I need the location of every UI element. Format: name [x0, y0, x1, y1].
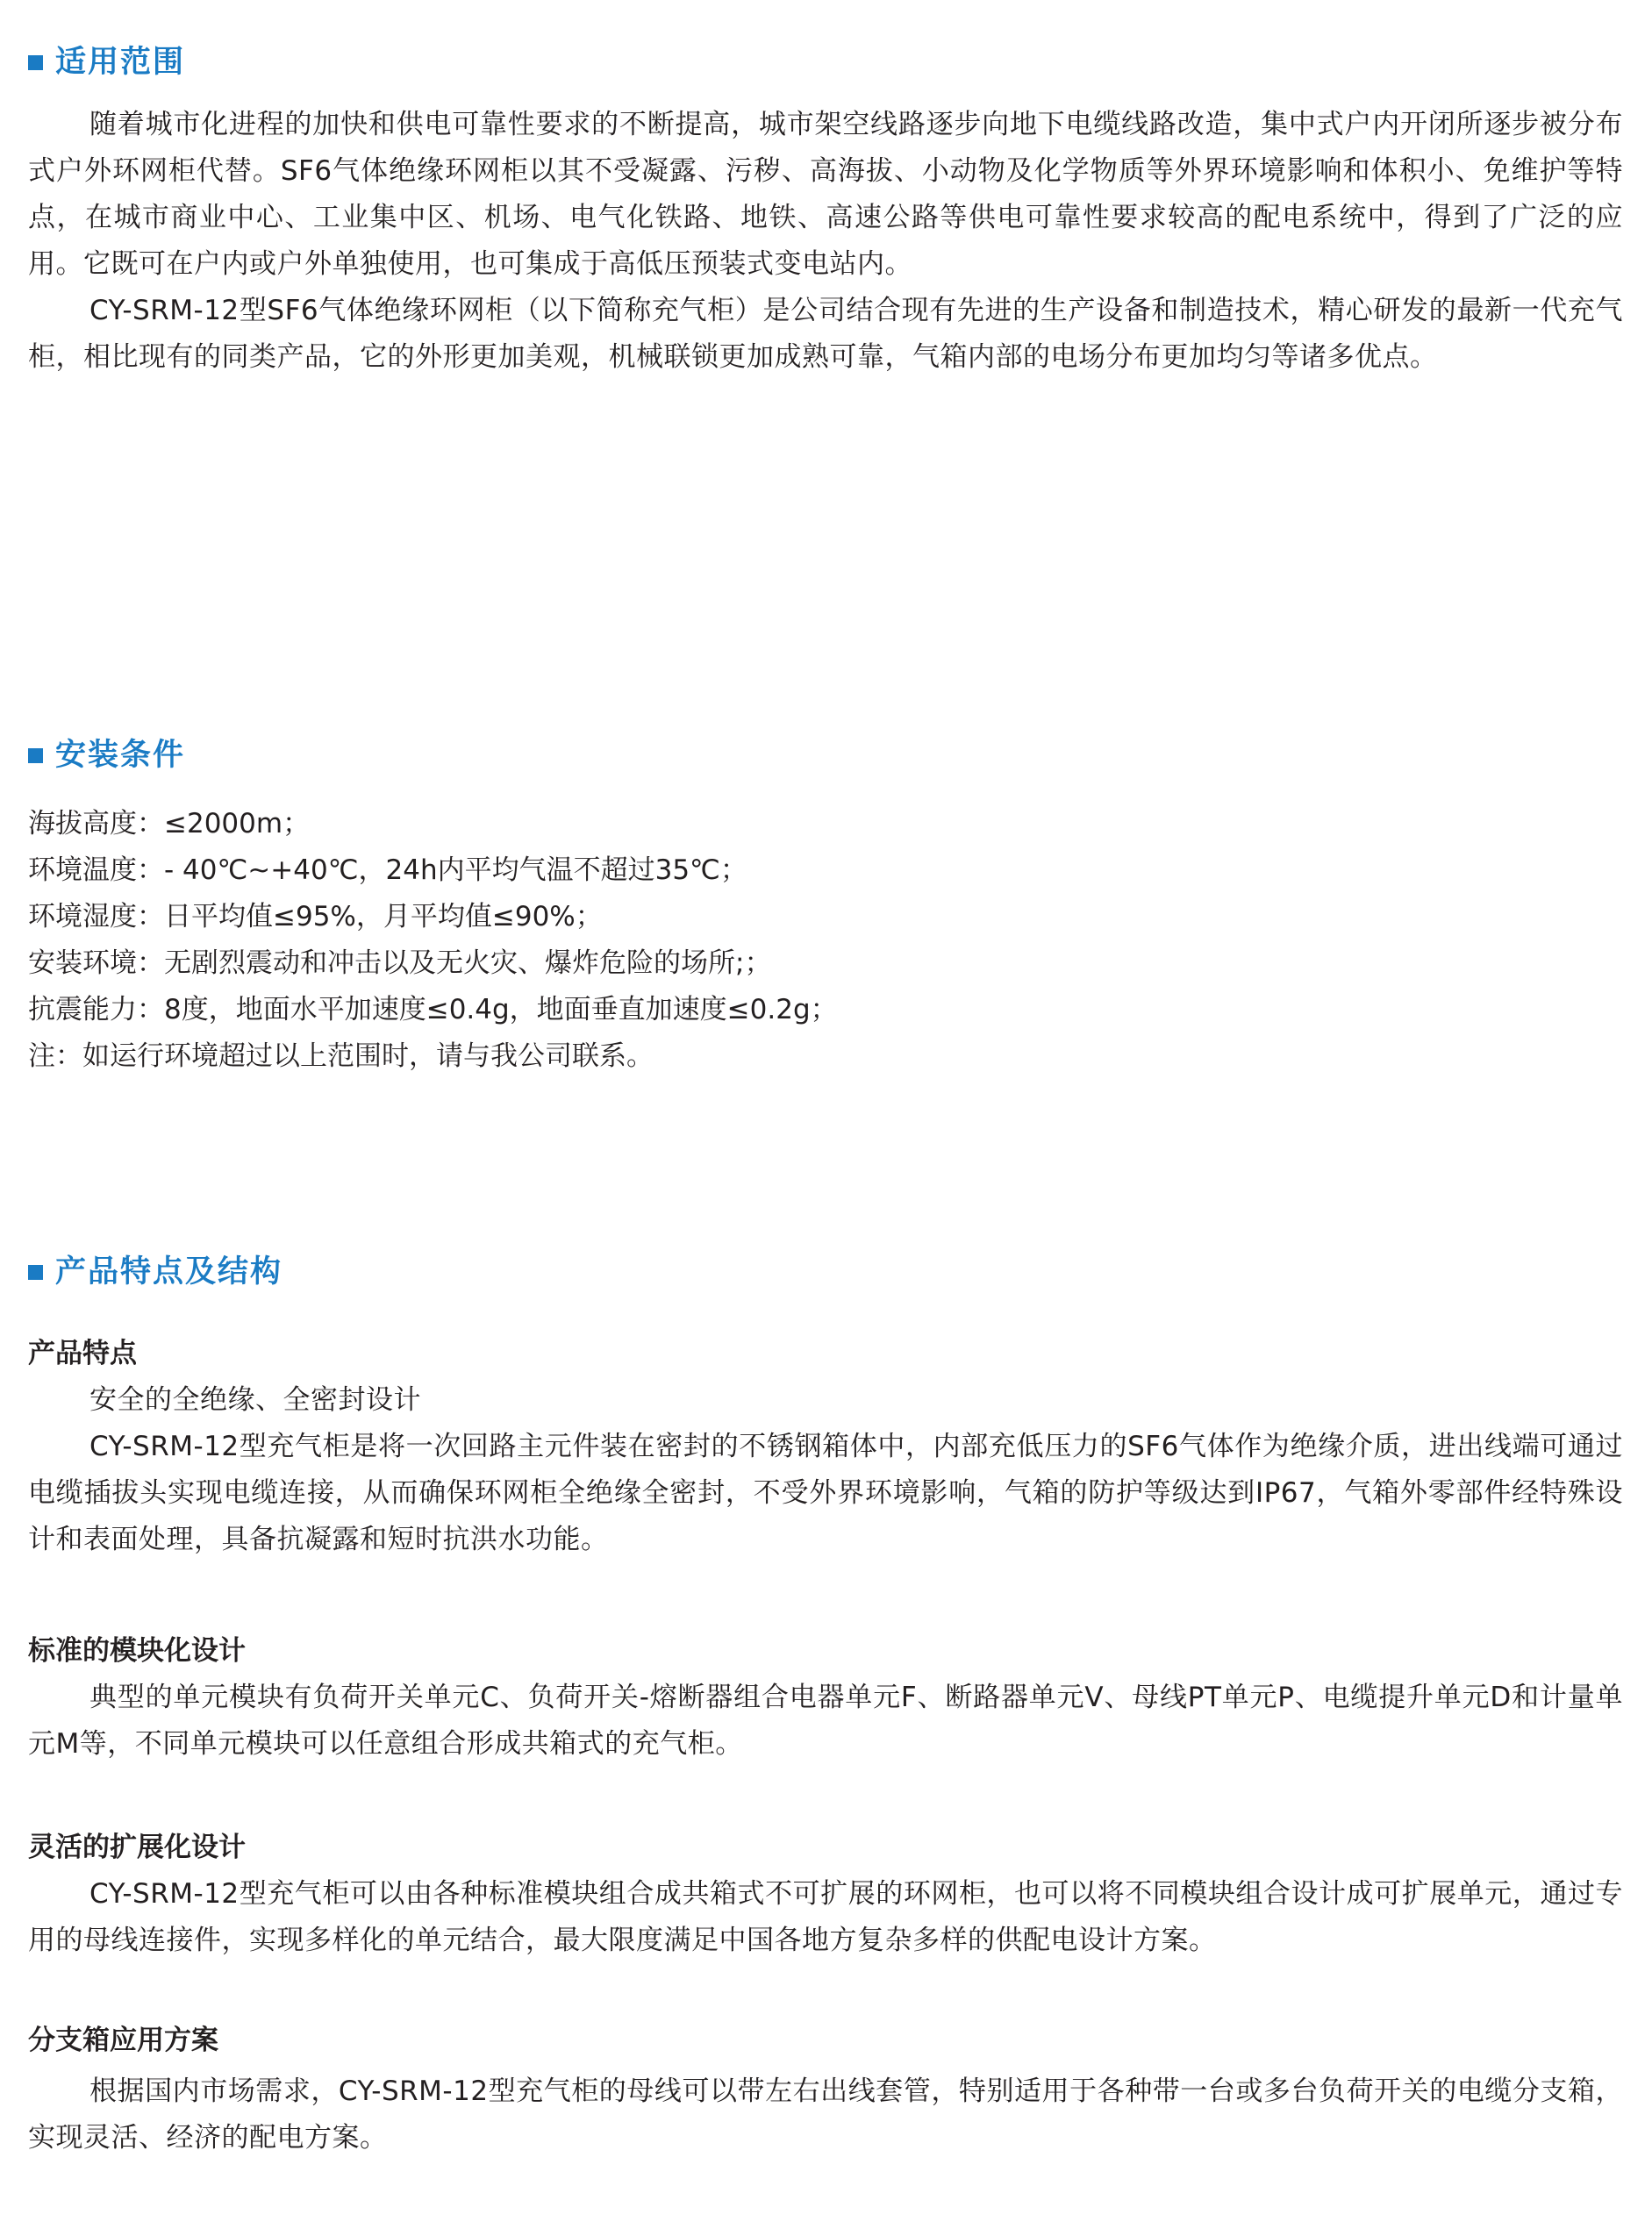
- section-heading-install: [28, 726, 185, 779]
- expansion-body: [28, 1871, 1623, 1964]
- section-title: 安装条件: [55, 738, 186, 773]
- features-body: [28, 1377, 1623, 1563]
- section-title: 产品特点及结构: [55, 1254, 283, 1290]
- condition-line: 环境温度：- 40℃~+40℃，24h内平均气温不超过35℃；: [28, 854, 747, 886]
- condition-line: 海拔高度：≤2000m；: [28, 808, 311, 839]
- subheading-modular: 标准的模块化设计: [28, 1635, 246, 1667]
- bullet-square-icon: [28, 1265, 43, 1280]
- condition-line: 环境湿度：日平均值≤95%，月平均值≤90%；: [28, 901, 603, 932]
- modular-body: [28, 1675, 1623, 1768]
- paragraph: 典型的单元模块有负荷开关单元C、负荷开关-熔断器组合电器单元F、断路器单元V、母线PT单元P、电缆提升单元D和计量单元M等，不同单元模块可以任意组合形成共箱式的充气柜。: [28, 1682, 1623, 1760]
- section-heading-features: [28, 1243, 282, 1296]
- bullet-square-icon: [28, 55, 43, 70]
- tagline: 安全的全绝缘、全密封设计: [89, 1384, 421, 1416]
- subheading-expansion: 灵活的扩展化设计: [28, 1832, 246, 1863]
- paragraph: CY-SRM-12型充气柜可以由各种标准模块组合成共箱式不可扩展的环网柜，也可以将不同模块组合设计成可扩展单元，通过专用的母线连接件，实现多样化的单元结合，最大限度满足中国各地方复杂多样的供配电设计方案。: [28, 1878, 1623, 1956]
- scope-body: [28, 102, 1623, 381]
- condition-line: 安装环境：无剧烈震动和冲击以及无火灾、爆炸危险的场所;；: [28, 947, 772, 979]
- section-title: 适用范围: [55, 45, 186, 80]
- paragraph: CY-SRM-12型充气柜是将一次回路主元件装在密封的不锈钢箱体中，内部充低压力的SF6气体作为绝缘介质，进出线端可通过电缆插拔头实现电缆连接，从而确保环网柜全绝缘全密封，不受外界环境影响，气箱的防护等级达到IP67，气箱外零部件经特殊设计和表面处理，具备抗凝露和短时抗洪水功能。: [28, 1431, 1623, 1555]
- subheading-branch-box: 分支箱应用方案: [28, 2025, 218, 2056]
- paragraph: 根据国内市场需求，CY-SRM-12型充气柜的母线可以带左右出线套管，特别适用于各种带一台或多台负荷开关的电缆分支箱，实现灵活、经济的配电方案。: [28, 2075, 1623, 2154]
- subheading-features: 产品特点: [28, 1338, 137, 1369]
- branch-box-body: [28, 2068, 1623, 2161]
- paragraph: 随着城市化进程的加快和供电可靠性要求的不断提高，城市架空线路逐步向地下电缆线路改造，集中式户内开闭所逐步被分布式户外环网柜代替。SF6气体绝缘环网柜以其不受凝露、污秽、高海拔、小动物及化学物质等外界环境影响和体积小、免维护等特点，在城市商业中心、工业集中区、机场、电气化铁路、地铁、高速公路等供电可靠性要求较高的配电系统中，得到了广泛的应用。它既可在户内或户外单独使用，也可集成于高低压预装式变电站内。: [28, 109, 1623, 280]
- condition-line: 抗震能力：8度，地面水平加速度≤0.4g，地面垂直加速度≤0.2g；: [28, 994, 838, 1025]
- paragraph: CY-SRM-12型SF6气体绝缘环网柜（以下简称充气柜）是公司结合现有先进的生产设备和制造技术，精心研发的最新一代充气柜，相比现有的同类产品，它的外形更加美观，机械联锁更加成熟可靠，气箱内部的电场分布更加均匀等诸多优点。: [28, 295, 1623, 373]
- condition-line: 注：如运行环境超过以上范围时，请与我公司联系。: [28, 1040, 654, 1072]
- install-conditions-list: [28, 801, 1623, 1080]
- section-heading-scope: [28, 33, 185, 86]
- bullet-square-icon: [28, 748, 43, 763]
